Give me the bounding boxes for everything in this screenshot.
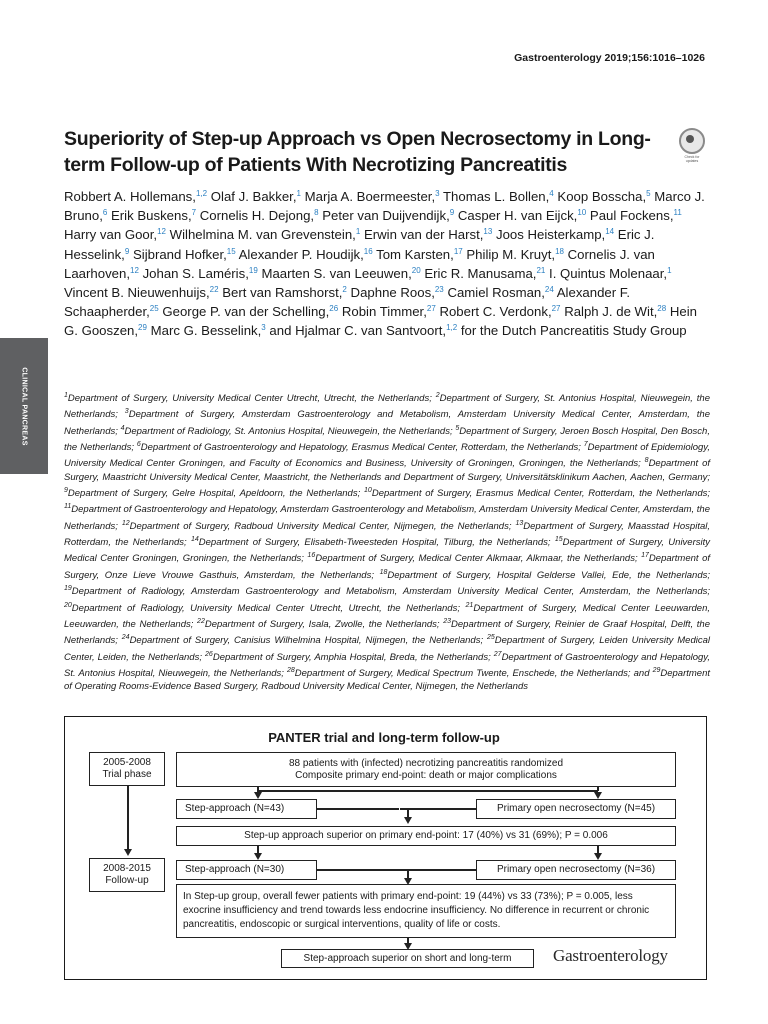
author-affiliation-ref[interactable]: 10 [577,208,587,218]
arrow-down-icon [594,792,602,799]
author-name: Tom Karsten, [376,246,454,262]
author-affiliation-ref[interactable]: 12 [157,227,166,237]
check-for-updates-label: Check for updates [684,155,700,163]
author-affiliation-ref[interactable]: 29 [138,323,147,333]
check-for-updates-icon[interactable] [678,128,706,163]
author-name: Joos Heisterkamp, [496,227,606,243]
author-affiliation-ref[interactable]: 28 [657,304,667,314]
affiliation-number: 4 [120,424,125,432]
affiliation-entry: Department of Surgery, Medical Center Alkmaar, Alkmaar, the Netherlands; [315,553,642,565]
affiliation-entry: Department of Surgery, Amphia Hospital, Breda, the Netherlands; [212,651,494,663]
open-necrosectomy-group-2: Primary open necrosectomy (N=36) [476,860,676,880]
author-affiliation-ref[interactable]: 19 [248,265,258,275]
author-name: and Hjalmar C. van Santvoort, [269,323,447,339]
author-affiliation-ref[interactable]: 6 [102,208,108,218]
author-affiliation-ref[interactable]: 1 [355,227,361,237]
affiliation-number: 16 [307,552,316,560]
affiliation-entry: Department of Surgery, Canisius Wilhelmina Hospital, Nijmegen, the Netherlands; [129,635,487,647]
author-affiliation-ref[interactable]: 3 [435,189,440,198]
author [143,266,258,281]
author [222,285,347,300]
author [200,208,319,223]
affiliation-entry: Department of Epidemiology, University Medical Center Groningen, and Faculty of Economics and Business, University of Groningen, Groningen, the Netherlands; [64,442,710,470]
open-necrosectomy-group-1: Primary open necrosectomy (N=45) [476,799,676,819]
affiliation-number: 13 [515,519,524,527]
phase-arrow [124,849,132,856]
author-affiliation-ref[interactable]: 11 [673,208,682,218]
author [322,208,454,223]
affiliation-number: 3 [124,408,129,416]
author-affiliation-ref[interactable]: 3 [261,323,266,333]
connector [400,808,476,810]
author [458,208,586,223]
affiliation-number: 18 [379,568,388,576]
journal-citation: Gastroenterology 2019;156:1016–1026 [514,52,705,64]
author [443,189,554,204]
affiliation-entry: Department of Surgery, Leiden University Medical Center, Leiden, the Netherlands; [64,635,710,663]
author [64,227,166,242]
author-affiliation-ref[interactable]: 27 [426,304,436,314]
author [170,227,361,242]
author-name: Paul Fockens, [589,208,674,224]
author-name: Marc G. Besselink, [150,323,262,339]
affiliation-entry: Department of Surgery, Hospital Gelderse Vallei, Ede, the Netherlands; [387,569,710,581]
randomization-line-1: 88 patients with (infected) necrotizing pancreatitis randomized [288,757,564,769]
affiliation-number: 9 [64,487,68,494]
affiliation-number: 17 [641,552,649,560]
author-name: Maarten S. van Leeuwen, [261,265,412,281]
arrow-down-icon [404,817,412,824]
author [439,304,560,319]
affiliation-entry: Department of Surgery, Maasstad Hospital, Rotterdam, the Netherlands; [64,520,710,549]
phase-followup-years: 2008-2015 [103,863,151,874]
randomization-line-2: Composite primary end-point: death or major complications [295,769,557,781]
section-side-tab [0,338,48,474]
author-name: Casper H. van Eijck, [457,208,578,224]
author-name: Philip M. Kruyt, [466,246,556,262]
affiliation-entry: Department of Gastroenterology and Hepatology, Amsterdam Gastroenterology and Metabolism, Amsterdam University Medical Center, Amsterdam, the Netherlands; [64,504,710,532]
affiliation-number: 25 [486,634,495,642]
affiliation-number: 20 [64,601,72,609]
author-name: George P. van der Schelling, [162,304,330,320]
author-affiliation-ref[interactable]: 1 [667,265,672,275]
author-affiliation-ref[interactable]: 9 [449,208,455,218]
author-name: Johan S. Laméris, [142,265,249,281]
author [64,285,219,300]
author-affiliation-ref[interactable]: 7 [191,208,197,218]
author [239,247,373,262]
author-name: Marco J. Bruno, [64,189,705,224]
author-affiliation-ref[interactable]: 4 [549,189,554,198]
connector [317,869,476,871]
author-name: Alexander P. Houdijk, [238,246,364,262]
affiliation-number: 15 [554,536,563,544]
author [557,189,650,204]
author-affiliation-ref[interactable]: 1 [296,189,301,198]
author [261,266,420,281]
author [564,304,666,319]
affiliation-entry: Department of Radiology, Amsterdam Gastroenterology and Metabolism, Amsterdam University Medical Center, Amsterdam, the Netherlands; [71,586,710,598]
step-up-group-2: Step-approach (N=30) [176,860,317,880]
author-affiliation-ref[interactable]: 14 [605,227,615,237]
author [342,304,436,319]
author-affiliation-ref[interactable]: 9 [124,246,130,256]
author [466,247,564,262]
author-list [64,187,714,341]
phase-trial-label: Trial phase [102,769,152,780]
author-affiliation-ref[interactable]: 22 [209,285,219,295]
author-name: Ralph J. de Wit, [564,304,658,320]
step-up-group-1: Step-approach (N=43) [176,799,317,819]
affiliations: $^1$Department of Surgery, University Medical Center Utrecht, Utrecht, the Netherlands; $^2$Department of Surgery, St. Antonius Hospital, Nieuwegein, the Netherlands; $^3$Department of Surgery, Amsterdam Gastroenterology and Metabolism, Amsterdam University Medical Center, Amsterdam, the Netherlands; $^4$Department of Radiology, St. Antonius Hospital, Nieuwegein, the Netherlands; $^5$Department of Surgery, Jeroen Bosch Hospital, Den Bosch, the Netherlands; $^6$Department of Gastroenterology and Hepatology, Erasmus Medical Center, Rotterdam, the Netherlands; $^7$Department of Epidemiology, University Medical Center Groningen, and Faculty of Economics and Business, University of Groningen, Groningen, the Netherlands; $^8$Department of Surgery, Maastricht University Medical Center, Maastricht, the Netherlands and Department of Surgery, Universitätsklinikum Aachen, Aachen, Germany; $^9$Department of Surgery, Gelre Hospital, Apeldoorn, the Netherlands; $^{10}$Department of Surgery, Erasmus Medical Center, Rotterdam, the Netherlands; $^{11}$Department of Gastroenterology and Hepatology, Amsterdam Gastroenterology and Metabolism, Amsterdam University Medical Center, Amsterdam, the Netherlands; $^{12}$Department of Surgery, Radboud University Medical Center, Nijmegen, the Netherlands; $^{13}$Department of Surgery, Maasstad Hospital, Rotterdam, the Netherlands; $^{14}$Department of Surgery, Elisabeth-Tweesteden Hospital, Tilburg, the Netherlands; $^{15}$Department of Surgery, University Medical Center Groningen, Groningen, the Netherlands; $^{16}$Department of Surgery, Medical Center Alkmaar, Alkmaar, the Netherlands; $^{17}$Department of Surgery, Onze Lieve Vrouwe Gasthuis, Amsterdam, the Netherlands; $^{18}$Department of Surgery, Hospital Gelderse Vallei, Ede, the Netherlands; $^{19}$Department of Radiology, Amsterdam Gastroenterology and Metabolism, Amsterdam University Medical Center, Amsterdam, the Netherlands; $^{20}$Department of Radiology, University Medical Center Utrecht, Utrecht, the Netherlands; $^{21}$Department of Surgery, Medical Center Leeuwarden, Leeuwarden, the Netherlands; $^{22}$Department of Surgery, Isala, Zwolle, the Netherlands; $^{23}$Department of Surgery, Reinier de Graaf Hospital, Delft, the Netherlands; $^{24}$Department of Surgery, Canisius Wilhelmina Hospital, Nijmegen, the Netherlands; $^{25}$Department of Surgery, Leiden University Medical Center, Leiden, the Netherlands; $^{26}$Department of Surgery, Amphia Hospital, Breda, the Netherlands; $^{27}$Department of Gastroenterology and Hepatology, St. Antonius Hospital, Nieuwegein, the Netherlands; $^{28}$Department of Surgery, Medical Spectrum Twente, Enschede, the Netherlands; and $^{29}$Department of Operating Rooms-Evidence Based Surgery, Radboud University Medical Center, Nijmegen, the Netherlands [64,392,711,693]
affiliation-number: 10 [364,487,372,494]
author-name: Bert van Ramshorst, [222,285,343,301]
affiliation-number: 5 [455,424,460,432]
author-name: Hein G. Gooszen, [64,304,697,339]
author [151,323,266,338]
author [211,189,301,204]
affiliation-number: 21 [465,601,474,609]
affiliation-entry: Department of Surgery, Amsterdam Gastroenterology and Metabolism, Amsterdam University Medical Center, Amsterdam, the Netherlands; [64,409,710,437]
affiliation-number: 22 [197,617,205,625]
affiliation-entry: Department of Operating Rooms-Evidence Based Surgery, Radboud University Medical Center, Nijmegen, the Netherlands [64,668,710,693]
author-name: Cornelis H. Dejong, [199,208,315,224]
trial-result-box: Step-up approach superior on primary end-point: 17 (40%) vs 31 (69%); P = 0.006 [176,826,676,846]
author [424,266,545,281]
affiliation-entry: Department of Surgery, St. Antonius Hospital, Nieuwegein, the Netherlands; [64,393,710,421]
connector [407,869,409,878]
author-name: Eric J. Hesselink, [64,227,655,262]
affiliation-entry: Department of Gastroenterology and Hepatology, Erasmus Medical Center, Rotterdam, the Netherlands; [140,442,584,454]
affiliation-number: 2 [435,392,440,399]
author-affiliation-ref[interactable]: 17 [453,246,463,256]
author [376,247,463,262]
affiliation-entry: Department of Surgery, Medical Spectrum Twente, Enschede, the Netherlands; [294,668,634,680]
author-affiliation-ref[interactable]: 15 [226,246,236,256]
author [351,285,444,300]
author-name: Alexander F. Schaapherder, [64,285,631,320]
affiliation-entry: Department of Radiology, University Medical Center Utrecht, Utrecht, the Netherlands; [71,602,466,614]
author-affiliation-ref[interactable]: 20 [411,265,421,275]
conclusion-box: Step-approach superior on short and long-term [281,949,534,968]
affiliation-entry: Department of Surgery, Medical Center Leeuwarden, Leeuwarden, the Netherlands; [64,602,710,631]
affiliation-number: 1 [64,392,68,399]
author-affiliation-ref[interactable]: 16 [363,246,373,256]
author-affiliation-ref[interactable]: 18 [555,246,564,256]
author-affiliation-ref[interactable]: 25 [149,304,159,314]
author-affiliation-ref[interactable]: 26 [329,304,339,314]
affiliation-entry: Department of Surgery, Elisabeth-Tweesteden Hospital, Tilburg, the Netherlands; [198,537,555,549]
author-name: Eric R. Manusama, [424,265,537,281]
author [64,189,207,204]
author-name: Erwin van der Harst, [363,227,484,243]
affiliation-number: 24 [121,634,130,642]
author-name: Camiel Rosman, [447,285,545,301]
affiliation-entry: Department of Surgery, Gelre Hospital, Apeldoorn, the Netherlands; [67,488,365,500]
author-affiliation-ref[interactable]: 1,2 [195,189,208,198]
author [447,285,553,300]
author-affiliation-ref[interactable]: 8 [314,208,319,218]
affiliation-number: 19 [64,585,72,593]
arrow-down-icon [594,853,602,860]
author-name: Peter van Duijvendijk, [322,208,450,224]
author-name: Koop Bosscha, [557,189,647,204]
author [133,247,236,262]
affiliation-number: 29 [652,666,661,674]
affiliation-number: 7 [583,441,588,449]
author [364,227,492,242]
author-name: Robbert A. Hollemans, [64,189,196,204]
connector [257,790,598,792]
affiliation-number: 12 [121,519,130,527]
author-affiliation-ref[interactable]: 24 [544,285,554,295]
author-name: Olaf J. Bakker, [210,189,297,204]
author-affiliation-ref[interactable]: 13 [483,227,493,237]
arrow-down-icon [254,792,262,799]
author-name: Robert C. Verdonk, [439,304,552,320]
author-name: Thomas L. Bollen, [443,189,550,204]
author-affiliation-ref[interactable]: 2 [342,285,347,295]
phase-trial-years: 2005-2008 [103,757,151,768]
affiliation-number: 28 [286,666,295,674]
author-name: Wilhelmina M. van Grevenstein, [169,227,356,243]
affiliation-entry: Department of Radiology, St. Antonius Hospital, Nieuwegein, the Netherlands; [124,425,456,437]
author [162,304,338,319]
author [590,208,682,223]
affiliation-number: 27 [493,650,502,658]
phase-trial-box [89,752,165,786]
affiliation-number: 11 [64,503,72,511]
author-name: Harry van Goor, [64,227,158,243]
author-affiliation-ref[interactable]: 5 [646,189,651,198]
affiliation-entry: Department of Surgery, University Medical Center Groningen, Groningen, the Netherlands; [64,537,710,565]
affiliation-entry: Department of Surgery, Jeroen Bosch Hospital, Den Bosch, the Netherlands; [64,425,710,454]
affiliation-number: 8 [644,457,649,465]
author [305,189,440,204]
graphical-abstract-title: PANTER trial and long-term follow-up [268,730,500,745]
author-affiliation-ref[interactable]: 27 [551,304,561,314]
study-group: for the Dutch Pancreatitis Study Group [460,323,687,339]
author-name: Vincent B. Nieuwenhuijs, [64,285,210,301]
randomization-box [176,752,676,787]
article-title: Superiority of Step-up Approach vs Open Necrosectomy in Long-term Follow-up of Patients With Necrotizing Pancreatitis [64,128,651,176]
author-name: Sijbrand Hofker, [132,246,227,262]
phase-followup-label: Follow-up [105,875,149,886]
affiliation-number: 14 [190,536,199,544]
author-affiliation-ref[interactable]: 23 [434,285,444,295]
affiliation-entry: Department of Surgery, Radboud University Medical Center, Nijmegen, the Netherlands; [129,520,516,532]
affiliation-number: 6 [136,441,141,449]
arrow-down-icon [254,853,262,860]
affiliation-entry: Department of Surgery, Maastricht University Medical Center, Maastricht, the Netherlands and Department of Surgery, Universitätsklinikum Aachen, Aachen, Germany; [64,458,711,483]
affiliation-entry: Department of Surgery, Onze Lieve Vrouwe Gasthuis, Amsterdam, the Netherlands; [64,553,710,581]
author-name: Marja A. Boermeester, [304,189,436,204]
follow-up-result-box: In Step-up group, overall fewer patients with primary end-point: 19 (44%) vs 33 (73%); P = 0.005, less exocrine insufficiency and trend towards less endocrine insufficiency. No difference in recurrent or chronic pancreatitis, endoscopic or surgical interventions, quality of life or costs. [176,884,676,938]
affiliation-entry: Department of Gastroenterology and Hepatology, St. Antonius Hospital, Nieuwegein, the Netherlands; [64,651,710,680]
affiliation-entry: Department of Surgery, Erasmus Medical Center, Rotterdam, the Netherlands; [371,488,710,500]
affiliation-entry: Department of Surgery, Isala, Zwolle, the Netherlands; [204,619,444,631]
author-affiliation-ref[interactable]: 1,2 [446,323,458,333]
author [496,227,614,242]
gastroenterology-logo: Gastroenterology [553,946,668,965]
author-affiliation-ref[interactable]: 21 [536,265,546,275]
affiliation-entry: Department of Surgery, Reinier de Graaf Hospital, Delft, the Netherlands; [64,619,710,647]
author [111,208,196,223]
section-side-tab-label: CLINICAL PANCREAS [20,366,28,446]
author [269,323,457,338]
author-name: Erik Buskens, [110,208,192,224]
affiliation-number: 26 [205,650,213,658]
author-affiliation-ref[interactable]: 12 [130,265,139,275]
author-name: I. Quintus Molenaar, [549,265,668,281]
affiliation-entry: Department of Surgery, University Medical Center Utrecht, Utrecht, the Netherlands; [67,393,436,405]
author-name: Cornelis J. van Laarhoven, [64,246,655,281]
affiliation-number: 23 [443,617,452,625]
author-name: Robin Timmer, [341,304,427,320]
connector [317,808,399,810]
author-name: Daphne Roos, [350,285,435,301]
phase-connector [127,786,129,850]
phase-followup-box [89,858,165,892]
author [549,266,671,281]
